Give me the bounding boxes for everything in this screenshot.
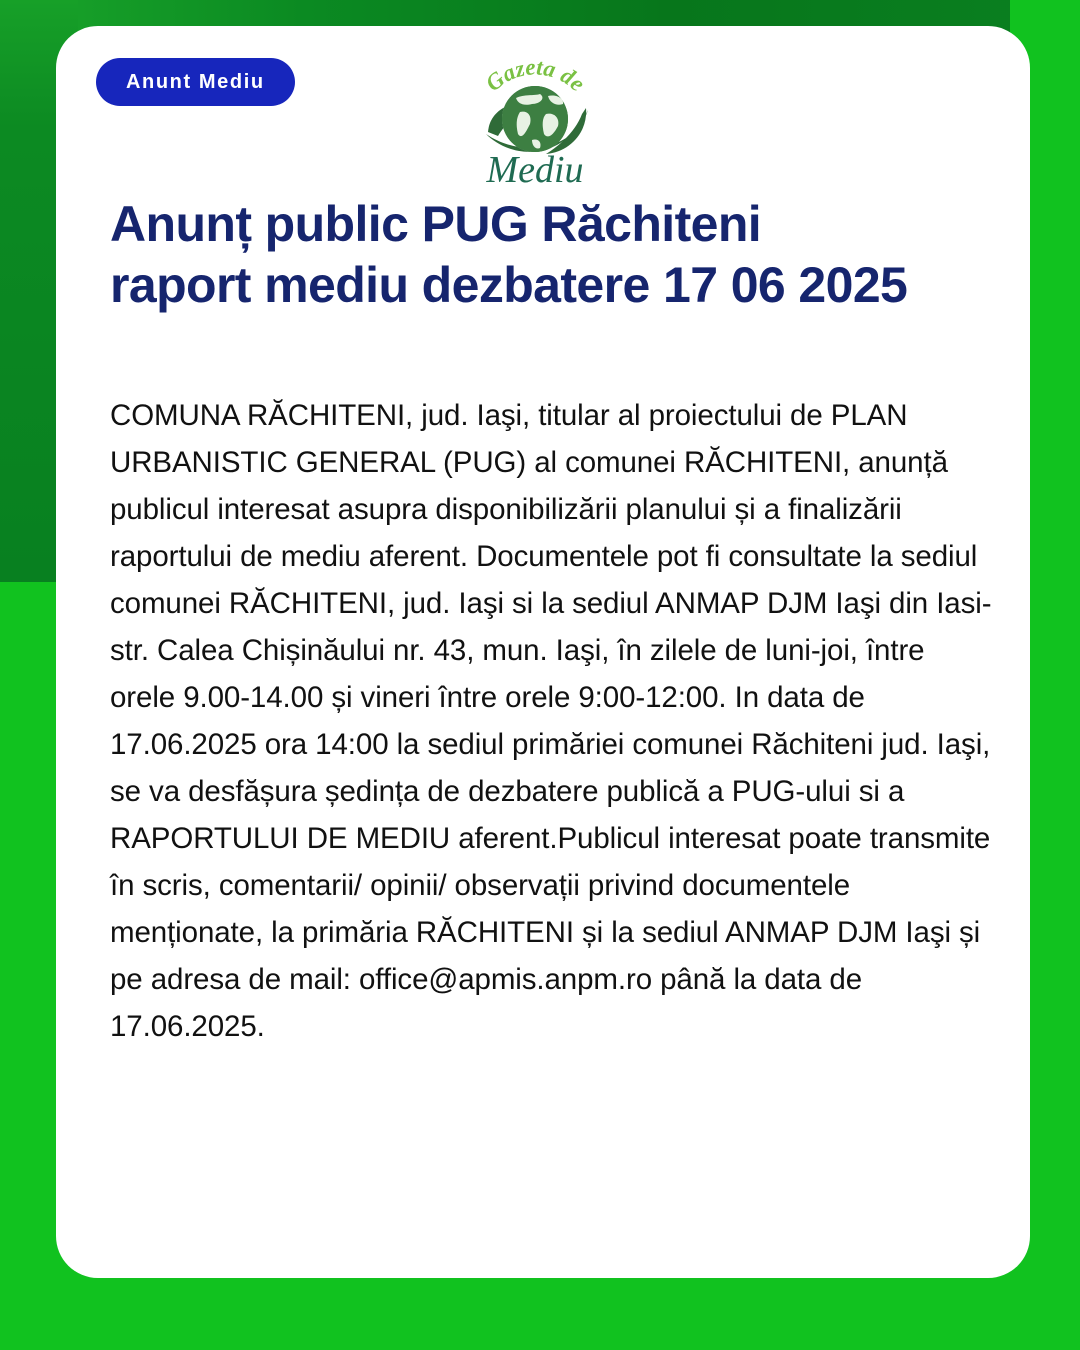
announcement-body-text: COMUNA RĂCHITENI, jud. Iaşi, titular al proiectului de PLAN URBANISTIC GENERAL (PUG) al comunei RĂCHITENI, anunță publicul interesat asupra disponibilizării planului și a finalizării raportului de mediu aferent. Documentele pot fi consultate la sediul comunei RĂCHITENI, jud. Iaşi si la sediul ANMAP DJM Iaşi din Iasi-str. Calea Chișinăului nr. 43, mun. Iaşi, în zilele de luni-joi, între orele 9.00-14.00 și vineri între orele 9:00-12:00. In data de 17.06.2025 ora 14:00 la sediul primăriei comunei Răchiteni jud. Iaşi, se va desfășura ședința de dezbatere publică a PUG-ului si a RAPORTULUI DE MEDIU aferent.Publicul interesat poate transmite în scris, comentarii/ opinii/ observații privind documentele menționate, la primăria RĂCHITENI și la sediul ANMAP DJM Iaşi și pe adresa de mail: office@apmis.anpm.ro până la data de 17.06.2025. [110,399,992,1043]
page-title [110,194,1000,316]
svg-text:Gazeta de: Gazeta de [480,54,590,97]
svg-text:Mediu: Mediu [486,149,584,186]
content-card [56,26,1030,1278]
card-header [56,26,1030,186]
category-badge[interactable]: Anunt Mediu [96,58,295,106]
page-title-line-1: Anunț public PUG Răchiteni [110,196,762,252]
gazeta-de-mediu-logo [460,36,610,186]
page-title-line-2: raport mediu dezbatere 17 06 2025 [110,257,908,313]
